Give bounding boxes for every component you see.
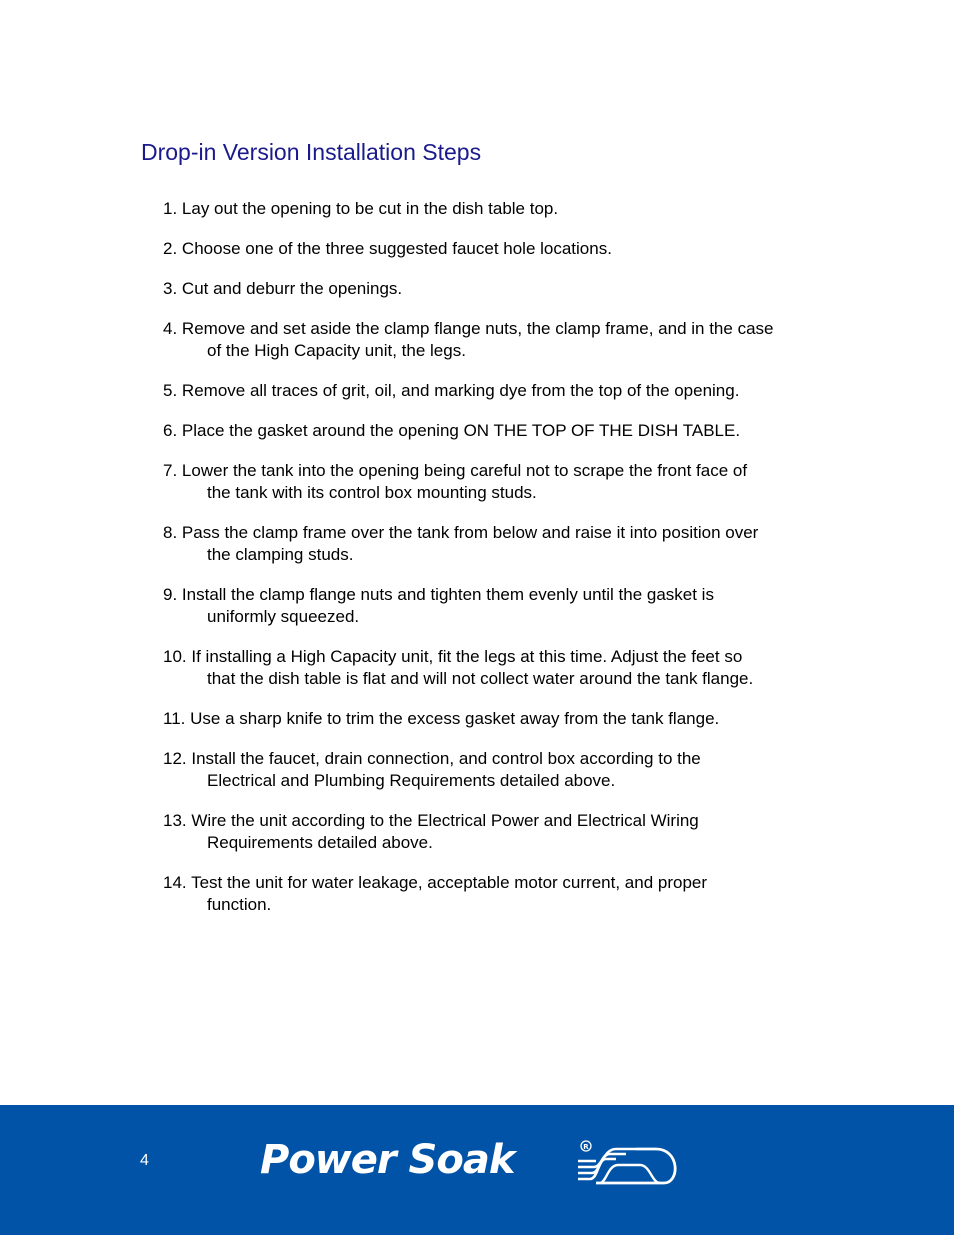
step-number: 11. (163, 709, 186, 728)
step-number: 13. (163, 811, 187, 830)
page-footer (0, 1105, 954, 1235)
step-number: 10. (163, 647, 187, 666)
power-soak-logo-icon (576, 1139, 682, 1187)
list-item (163, 198, 853, 220)
step-text: Place the gasket around the opening ON THE TOP OF THE DISH TABLE. (181, 421, 741, 440)
page-number: 4 (140, 1152, 149, 1169)
page-heading: Drop-in Version Installation Steps (141, 139, 482, 165)
step-text: Lower the tank into the opening being careful not to scrape the front face of (181, 461, 748, 480)
step-number: 14. (163, 873, 187, 892)
step-number: 6. (163, 421, 178, 440)
step-number: 12. (163, 749, 187, 768)
step-text-continuation: uniformly squeezed. (207, 607, 360, 626)
list-item (163, 460, 853, 504)
step-text-continuation: function. (207, 895, 272, 914)
list-item (163, 584, 853, 628)
installation-steps-list (163, 198, 853, 934)
step-text: Cut and deburr the openings. (181, 279, 403, 298)
step-text-continuation: Electrical and Plumbing Requirements detailed above. (207, 771, 616, 790)
power-soak-logo (260, 1135, 682, 1187)
list-item (163, 238, 853, 260)
step-text-continuation: the clamping studs. (207, 545, 354, 564)
step-text-continuation: the tank with its control box mounting studs. (207, 483, 537, 502)
step-text: Test the unit for water leakage, acceptable motor current, and proper (191, 873, 708, 892)
step-number: 3. (163, 279, 178, 298)
list-item (163, 380, 853, 402)
step-text: Remove all traces of grit, oil, and marking dye from the top of the opening. (181, 381, 740, 400)
step-text-continuation: Requirements detailed above. (207, 833, 433, 852)
list-item (163, 420, 853, 442)
step-text-continuation: that the dish table is flat and will not collect water around the tank flange. (207, 669, 754, 688)
step-text: Install the faucet, drain connection, and control box according to the (191, 749, 701, 768)
list-item (163, 872, 853, 916)
step-text: Wire the unit according to the Electrical Power and Electrical Wiring (191, 811, 699, 830)
list-item (163, 810, 853, 854)
list-item (163, 318, 853, 362)
step-text: If installing a High Capacity unit, fit the legs at this time. Adjust the feet so (191, 647, 743, 666)
step-text: Use a sharp knife to trim the excess gasket away from the tank flange. (190, 709, 720, 728)
step-number: 2. (163, 239, 178, 258)
step-number: 4. (163, 319, 178, 338)
list-item (163, 748, 853, 792)
list-item (163, 708, 853, 730)
step-text: Choose one of the three suggested faucet hole locations. (181, 239, 612, 258)
step-number: 7. (163, 461, 178, 480)
step-text-continuation: of the High Capacity unit, the legs. (207, 341, 466, 360)
step-text: Install the clamp flange nuts and tighten them evenly until the gasket is (181, 585, 714, 604)
step-number: 9. (163, 585, 178, 604)
step-number: 8. (163, 523, 178, 542)
logo-wordmark: Power Soak (260, 1137, 515, 1183)
step-number: 1. (163, 199, 178, 218)
list-item (163, 522, 853, 566)
list-item (163, 646, 853, 690)
svg-text:R: R (583, 1142, 589, 1151)
step-text: Pass the clamp frame over the tank from below and raise it into position over (181, 523, 759, 542)
list-item (163, 278, 853, 300)
step-text: Lay out the opening to be cut in the dish table top. (181, 199, 559, 218)
step-text: Remove and set aside the clamp flange nuts, the clamp frame, and in the case (181, 319, 774, 338)
step-number: 5. (163, 381, 178, 400)
